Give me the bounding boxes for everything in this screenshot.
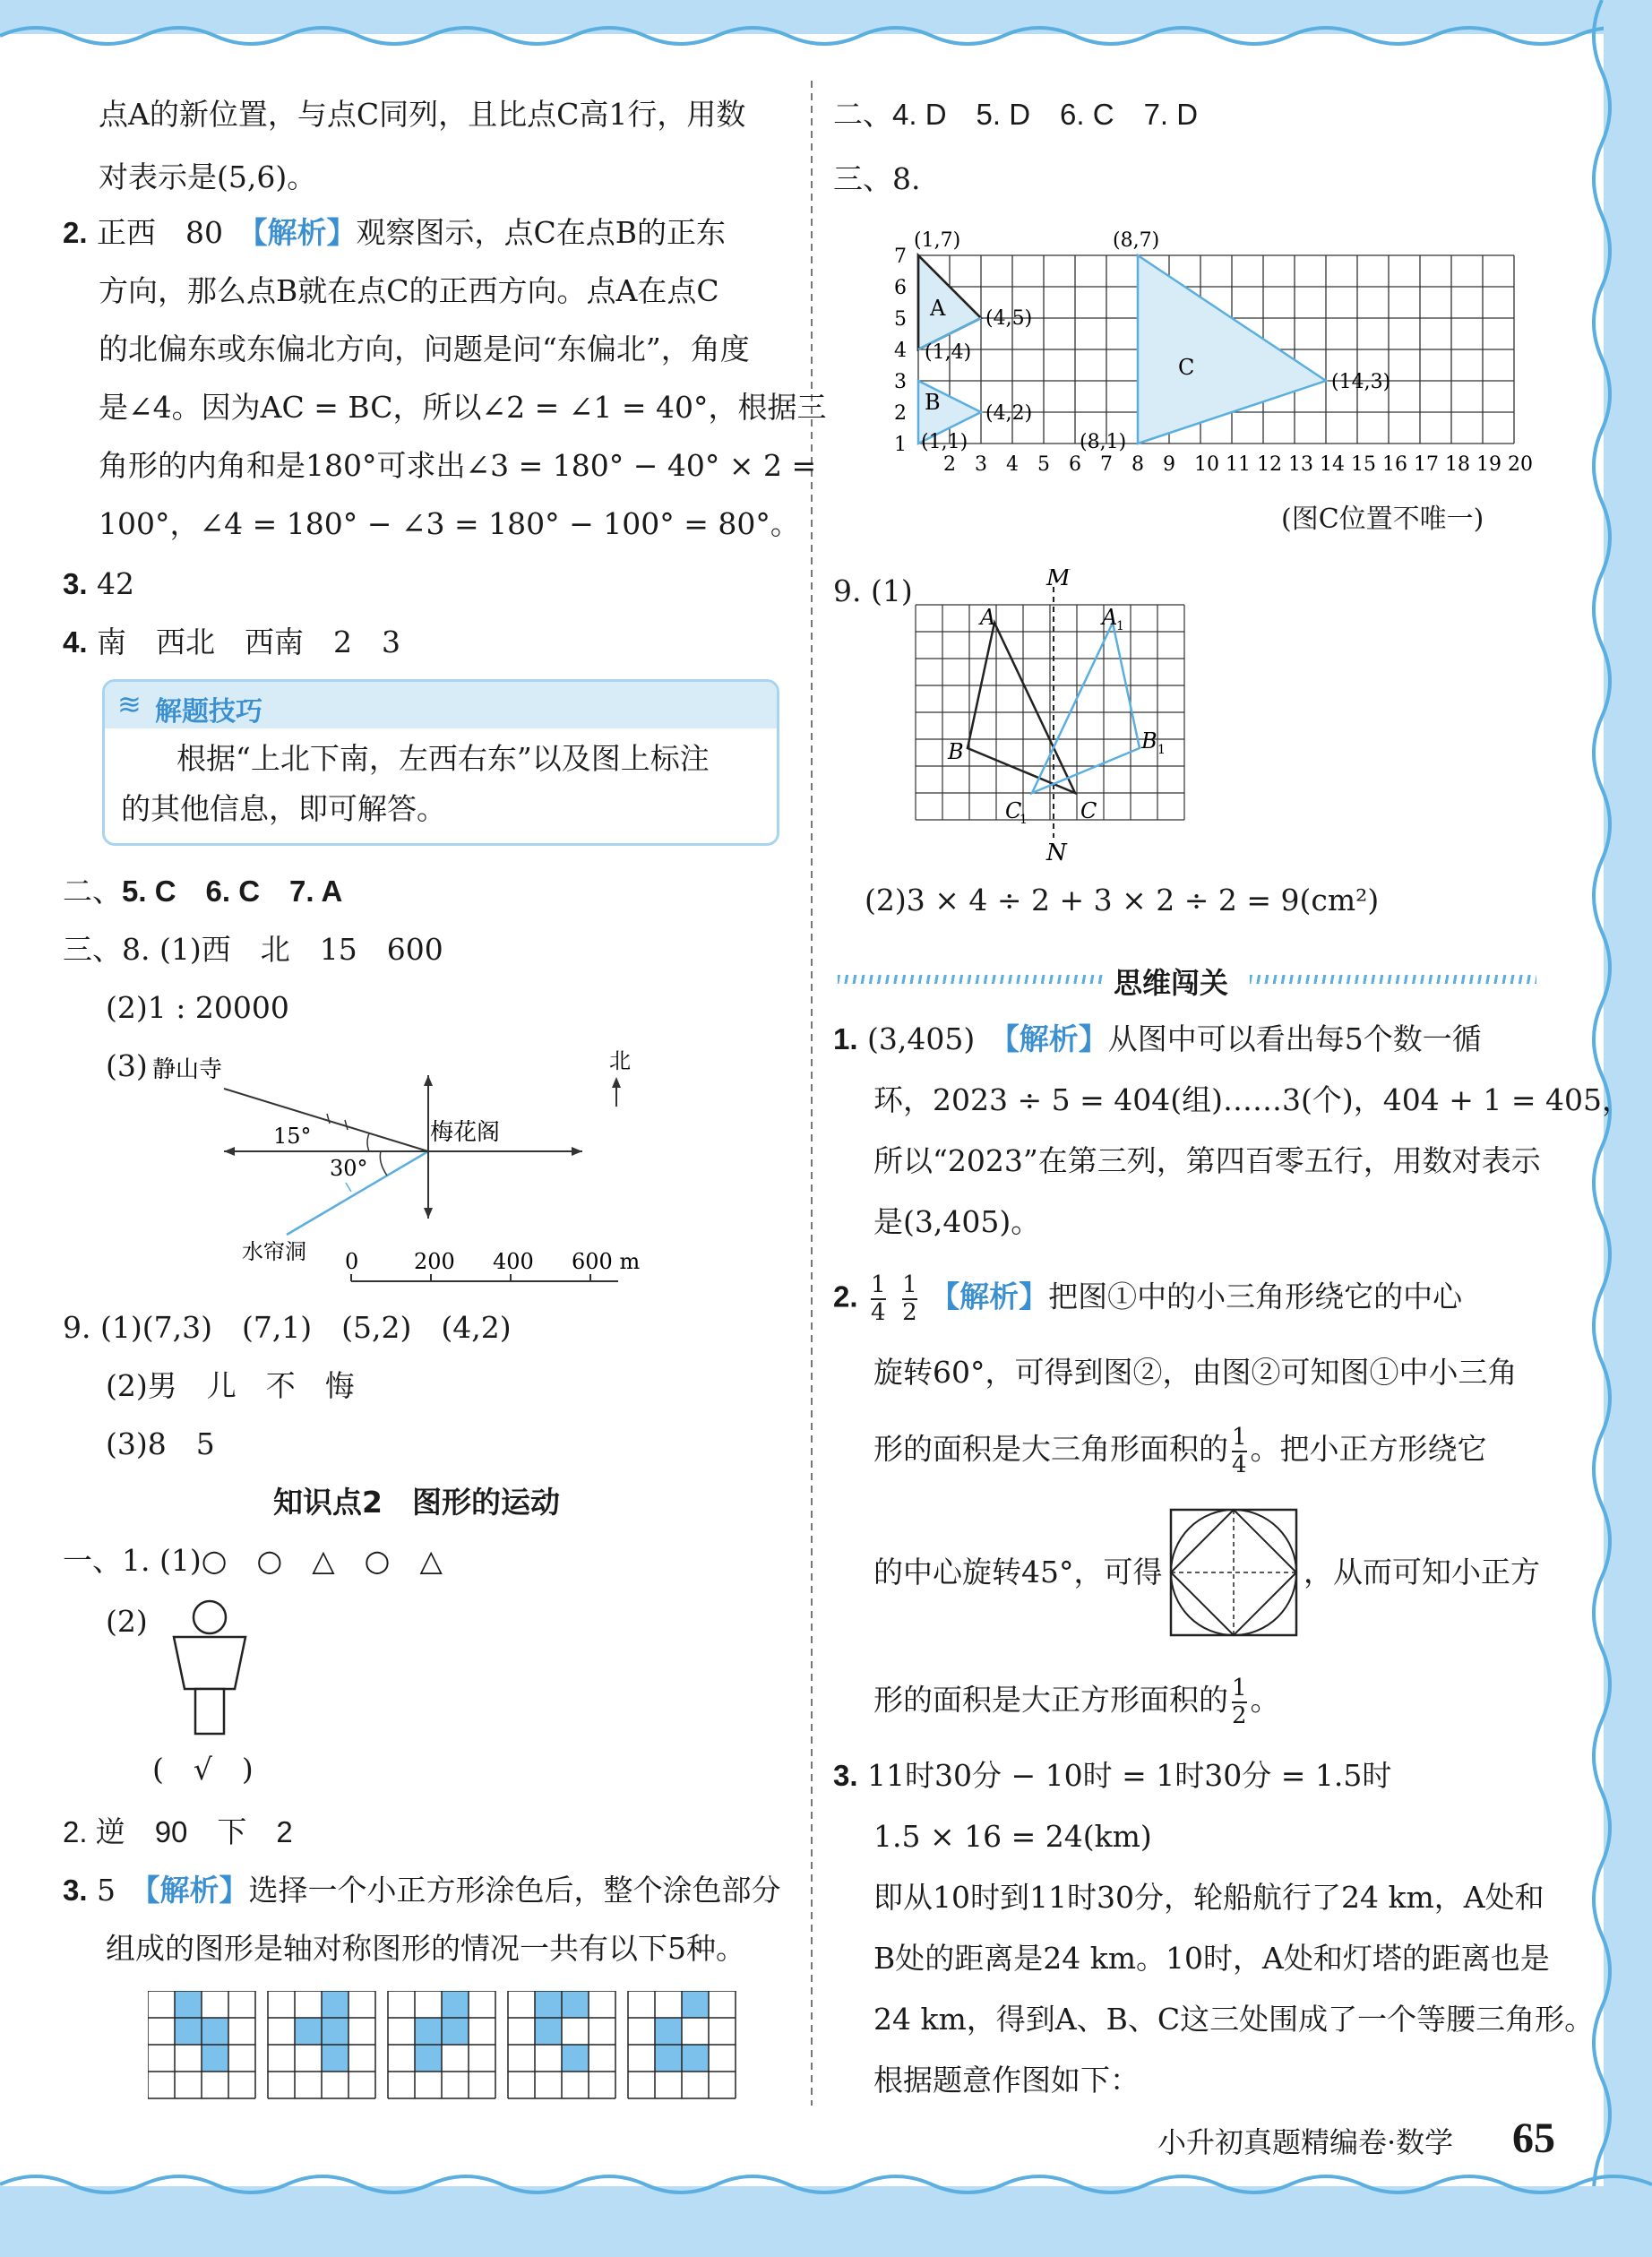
right-sec2: 二、4. D 5. D 6. C 7. D	[833, 98, 1199, 131]
q2b-line: 2. 逆 90 下 2	[63, 1815, 293, 1848]
svg-text:20: 20	[1508, 453, 1533, 476]
sec3-q8: 8. (1)西 北 15 600	[122, 932, 443, 967]
book-title: 小升初真题精编卷·数学	[1157, 2125, 1454, 2159]
t3-text-1: 11时30分 − 10时 = 1时30分 = 1.5时	[867, 1758, 1392, 1793]
svg-text:14: 14	[1320, 453, 1345, 476]
pt-4-2: (4,2)	[985, 402, 1033, 425]
right-q9-2: (2)3 × 4 ÷ 2 + 3 × 2 ÷ 2 = 9(cm²)	[865, 883, 1380, 917]
page-number: 65	[1512, 2115, 1555, 2162]
q2-line-6: 100°，∠4 = 180° − ∠3 = 180° − 100° = 80°。	[99, 506, 800, 541]
q9-2: (2)男 儿 不 悔	[106, 1368, 355, 1403]
q2-line-4: 是∠4。因为AC = BC，所以∠2 = ∠1 = 40°，根据三	[99, 390, 827, 425]
right-q9: 9. (1)	[833, 573, 913, 608]
scale-0: 0	[345, 1249, 359, 1274]
t2-line-2: 旋转60°，可得到图②，由图②可知图①中小三角	[873, 1355, 1518, 1390]
s1-q1-line	[63, 1543, 443, 1579]
t1-line-1	[833, 1021, 1482, 1057]
t3-line-6: 根据题意作图如下：	[873, 2063, 1140, 2098]
scale-600: 600 m	[572, 1249, 641, 1274]
svg-text:13: 13	[1288, 453, 1313, 476]
sec3-line	[63, 932, 443, 968]
grid-label-B: B	[925, 390, 941, 415]
svg-text:3: 3	[975, 453, 987, 476]
label-jingshan: 静山寺	[152, 1056, 223, 1083]
svg-text:3: 3	[894, 371, 907, 393]
q4-number: 4.	[63, 625, 88, 659]
svg-text:6: 6	[894, 277, 907, 299]
pt-1-1: (1,1)	[921, 431, 968, 453]
think-header	[838, 961, 1536, 1000]
q3b-answer: 5	[97, 1873, 116, 1908]
q8-2: (2)1 : 20000	[106, 990, 289, 1025]
t2-analysis-tag: 【解析】	[930, 1279, 1049, 1314]
q4-answer: 南 西北 西南 2 3	[97, 625, 401, 659]
svg-text:4: 4	[1006, 453, 1019, 476]
q3b-text-1: 选择一个小正方形涂色后，整个涂色部分	[248, 1873, 781, 1908]
svg-text:4: 4	[894, 340, 907, 362]
label-N: N	[1046, 840, 1067, 865]
svg-text:5: 5	[894, 308, 907, 331]
line-to-jingshan	[224, 1089, 428, 1151]
t3-number: 3.	[833, 1759, 858, 1792]
s1-q1: 1. (1)○ ○ △ ○ △	[122, 1543, 443, 1578]
t3-line-1	[833, 1758, 1391, 1794]
svg-text:19: 19	[1476, 453, 1501, 476]
sec2-line	[63, 874, 342, 909]
q8-3: (3)	[106, 1048, 148, 1083]
svg-text:18: 18	[1445, 453, 1470, 476]
tip-line-1: 根据“上北下南，左西右东”以及图上标注	[176, 741, 710, 776]
grid-label-A: A	[930, 296, 946, 321]
header-stripes-left	[838, 975, 1106, 984]
arrow-west-icon	[224, 1147, 235, 1156]
q3b-line-2: 组成的图形是轴对称图形的情况一共有以下5种。	[106, 1931, 745, 1966]
t3-line-5: 24 km，得到A、B、C这三处围成了一个等腰三角形。	[873, 2002, 1595, 2037]
q3b-number: 3.	[63, 1874, 88, 1907]
tip-title: 解题技巧	[155, 696, 262, 728]
symmetry-grids	[148, 1991, 739, 2102]
q2-answer: 正西 80	[97, 215, 224, 250]
svg-text:11: 11	[1226, 453, 1251, 476]
svg-text:5: 5	[1037, 453, 1050, 476]
t1-line-4: 是(3,405)。	[873, 1204, 1041, 1239]
triangle-ABC	[968, 623, 1075, 793]
t2-number: 2.	[833, 1279, 858, 1314]
t2-frac-half: $\frac{1}{2}$	[902, 1271, 917, 1326]
left-line-1: 点A的新位置，与点C同列，且比点C高1行，用数	[99, 97, 746, 132]
t2-line-1	[833, 1272, 1462, 1325]
svg-text:B: B	[1141, 728, 1157, 754]
q3b-analysis-tag: 【解析】	[145, 1873, 249, 1908]
t2-frac-half-2: $\frac{1}{2}$	[1232, 1675, 1247, 1729]
waves-icon: ≋	[117, 687, 142, 721]
rotated-square-figure	[1166, 1505, 1301, 1640]
arrow-east-icon	[572, 1147, 582, 1156]
scale-400: 400	[493, 1249, 534, 1274]
t2-line-5: 形的面积是大正方形面积的 $\frac{1}{2}$ 。	[873, 1675, 1280, 1729]
t1-answer: (3,405)	[867, 1021, 976, 1056]
pt-1-7: (1,7)	[914, 229, 961, 252]
q9-3: (3)8 5	[106, 1426, 215, 1461]
q2-text-1: 观察图示，点C在点B的正东	[356, 215, 727, 250]
svg-text:C: C	[1080, 798, 1097, 823]
svg-text:2: 2	[894, 402, 907, 425]
arrow-north-icon	[424, 1075, 433, 1086]
t2-text-1: 把图①中的小三角形绕它的中心	[1048, 1279, 1463, 1314]
pt-8-1: (8,1)	[1080, 431, 1127, 453]
svg-text:12: 12	[1257, 453, 1282, 476]
svg-text:B: B	[948, 739, 964, 764]
svg-text:10: 10	[1194, 453, 1219, 476]
label-shuilian: 水帘洞	[242, 1239, 306, 1264]
left-line-2: 对表示是(5,6)。	[99, 159, 317, 194]
label-north: 北	[609, 1048, 631, 1073]
q9-1: 9. (1)(7,3) (7,1) (5,2) (4,2)	[63, 1310, 512, 1345]
north-arrow-icon	[612, 1077, 621, 1088]
t2-frac-quarter: $\frac{1}{4}$	[871, 1271, 886, 1326]
tip-line-2: 的其他信息，即可解答。	[121, 791, 446, 826]
label-M: M	[1046, 569, 1071, 591]
svg-text:C: C	[1005, 798, 1022, 823]
svg-text:A: A	[980, 605, 996, 630]
svg-text:1: 1	[1116, 619, 1124, 633]
angle-30-arc	[380, 1151, 387, 1176]
svg-text:9: 9	[1163, 453, 1175, 476]
sec3-label: 三、	[63, 932, 122, 967]
direction-map	[134, 1039, 672, 1299]
pt-4-5: (4,5)	[985, 307, 1033, 330]
t2-frac-quarter-2: $\frac{1}{4}$	[1232, 1424, 1247, 1478]
think-title: 思维闯关	[1114, 966, 1229, 1000]
pt-8-7: (8,7)	[1113, 229, 1160, 252]
t3-line-3: 即从10时到11时30分，轮船航行了24 km，A处和	[873, 1880, 1544, 1915]
svg-text:15: 15	[1351, 453, 1376, 476]
arrow-south-icon	[424, 1208, 433, 1219]
svg-text:7: 7	[894, 246, 907, 268]
q3-number: 3.	[63, 567, 88, 600]
tip-header	[105, 682, 777, 728]
t1-text-1: 从图中可以看出每5个数一循	[1107, 1021, 1482, 1056]
t2-line-3: 形的面积是大三角形面积的 $\frac{1}{4}$ 。把小正方形绕它	[873, 1424, 1487, 1478]
angle-15-arc	[367, 1133, 369, 1151]
s1-check: ( √ )	[152, 1752, 254, 1787]
pt-1-4: (1,4)	[925, 341, 972, 364]
triangle-A1B1C1	[1032, 623, 1140, 793]
t2-line-4a: 的中心旋转45°，可得	[873, 1555, 1163, 1589]
q3-answer: 42	[97, 566, 135, 601]
right-sec3: 三、8.	[833, 161, 921, 196]
pt-14-3: (14,3)	[1331, 371, 1391, 393]
symmetry-figure	[905, 569, 1209, 865]
t1-analysis-tag: 【解析】	[1004, 1021, 1108, 1056]
figure-person-shape	[170, 1599, 251, 1743]
svg-text:6: 6	[1069, 453, 1081, 476]
svg-text:8: 8	[1131, 453, 1144, 476]
svg-text:A: A	[1102, 605, 1118, 630]
svg-text:17: 17	[1414, 453, 1439, 476]
svg-text:16: 16	[1382, 453, 1407, 476]
t1-number: 1.	[833, 1022, 858, 1055]
s1-label: 一、	[63, 1543, 122, 1578]
label-meihua: 梅花阁	[430, 1119, 501, 1146]
t1-line-3: 所以“2023”在第三列，第四百零五行，用数对表示	[873, 1143, 1541, 1178]
q3b-line-1	[63, 1873, 781, 1908]
label-30deg: 30°	[330, 1156, 368, 1181]
grid-label-C: C	[1178, 355, 1195, 380]
label-15deg: 15°	[273, 1124, 312, 1149]
q3-line	[63, 566, 134, 602]
t3-line-4: B处的距离是24 km。10时，A处和灯塔的距离也是	[873, 1941, 1550, 1976]
sec2-label: 二、	[63, 874, 122, 909]
q2-line-3: 的北偏东或东偏北方向，问题是问“东偏北”，角度	[99, 332, 750, 366]
s1-q1-2: (2)	[106, 1604, 148, 1639]
sec2-answers: 5. C 6. C 7. A	[122, 874, 343, 908]
q2-line-5: 角形的内角和是180°可求出∠3 = 180° − 40° × 2 =	[99, 448, 817, 483]
coordinate-grid	[887, 215, 1568, 484]
q2-analysis-tag: 【解析】	[253, 215, 357, 250]
q2-line-2: 方向，那么点B就在点C的正西方向。点A在点C	[99, 273, 719, 308]
t3-line-2: 1.5 × 16 = 24(km)	[873, 1819, 1152, 1854]
header-stripes-right	[1250, 975, 1536, 984]
t2-line-4b: ，从而可知小正方	[1304, 1555, 1540, 1589]
scale-200: 200	[414, 1249, 455, 1274]
svg-text:7: 7	[1100, 453, 1113, 476]
svg-text:2: 2	[943, 453, 956, 476]
svg-text:1: 1	[894, 434, 907, 456]
q2-number: 2.	[63, 216, 88, 249]
q4-line	[63, 625, 400, 660]
svg-text:1: 1	[1157, 743, 1166, 757]
tip-box	[102, 679, 779, 846]
knowledge-point-title: 知识点2 图形的运动	[273, 1485, 560, 1520]
grid-note: (图C位置不唯一)	[1281, 504, 1484, 535]
t1-line-2: 环，2023 ÷ 5 = 404(组)……3(个)，404 + 1 = 405，	[873, 1082, 1631, 1117]
svg-text:1: 1	[1020, 813, 1028, 827]
q2-line-1	[63, 215, 726, 251]
